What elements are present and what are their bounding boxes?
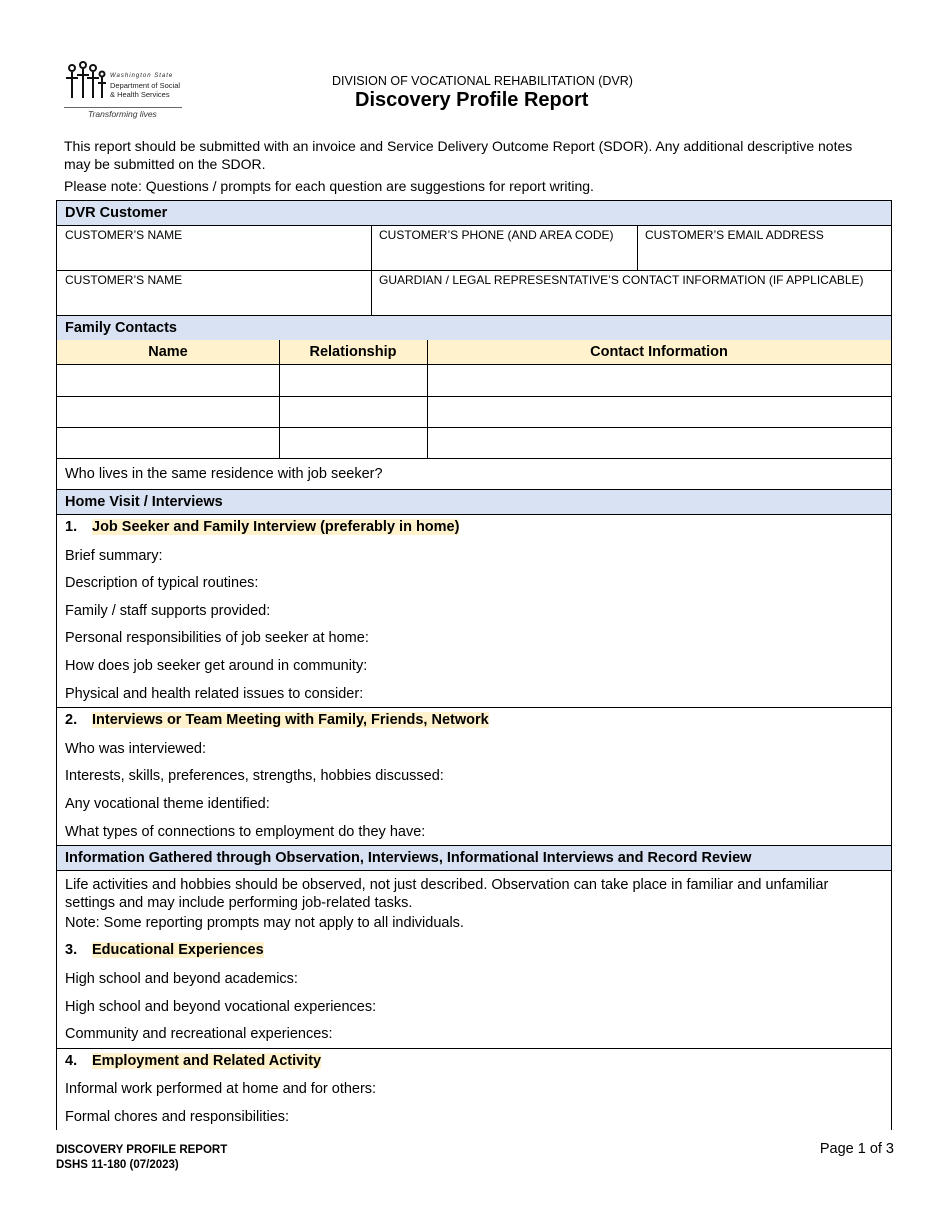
footer-form-name: DISCOVERY PROFILE REPORT	[56, 1144, 228, 1156]
applicability-note: Note: Some reporting prompts may not apply to all individuals.	[65, 915, 464, 931]
question-number: 1.	[65, 519, 78, 535]
customer-name-field[interactable]: CUSTOMER’S NAME	[65, 228, 183, 242]
prompt: Interests, skills, preferences, strengths, hobbies discussed:	[65, 768, 444, 784]
logo-wordmark	[110, 72, 180, 99]
logo-divider	[64, 107, 182, 108]
prompt: Brief summary:	[65, 548, 163, 564]
question-title: Employment and Related Activity	[92, 1053, 322, 1069]
observation-note: Life activities and hobbies should be observed, not just described. Observation can take place in familiar and unfamiliar settings and may include performing job-related tasks.	[65, 877, 829, 911]
dshs-logo	[64, 60, 186, 124]
family-figures-icon	[64, 60, 108, 104]
question-3-heading	[65, 942, 264, 958]
question-title: Educational Experiences	[92, 942, 264, 958]
customer-phone-field[interactable]: CUSTOMER’S PHONE (AND AREA CODE)	[379, 228, 614, 242]
prompt: Family / staff supports provided:	[65, 603, 271, 619]
intro-paragraph-1: This report should be submitted with an invoice and Service Delivery Outcome Report (SDOR). Any additional descriptive notes may be submitted on the SDOR.	[64, 138, 853, 172]
prompt: What types of connections to employment do they have:	[65, 824, 426, 840]
prompt: Personal responsibilities of job seeker at home:	[65, 630, 369, 646]
question-title: Interviews or Team Meeting with Family, Friends, Network	[92, 712, 489, 728]
question-number: 3.	[65, 942, 78, 958]
prompt: High school and beyond academics:	[65, 971, 298, 987]
divider	[57, 1048, 891, 1049]
table-row[interactable]	[57, 427, 891, 458]
prompt: How does job seeker get around in community:	[65, 658, 368, 674]
table-row[interactable]	[57, 365, 891, 396]
logo-tagline: Transforming lives	[88, 109, 157, 119]
section-family-contacts: Family Contacts	[57, 316, 891, 341]
question-number: 4.	[65, 1053, 78, 1069]
footer-form-info	[56, 1143, 227, 1173]
question-2-heading	[65, 712, 489, 728]
page-title: Discovery Profile Report	[355, 89, 589, 111]
report-form	[56, 200, 892, 1130]
customer-row-2	[57, 270, 891, 316]
prompt: Description of typical routines:	[65, 575, 259, 591]
question-4-heading	[65, 1053, 321, 1069]
division-heading: DIVISION OF VOCATIONAL REHABILITATION (DVR)	[332, 74, 633, 88]
question-title: Job Seeker and Family Interview (preferably in home)	[92, 519, 460, 535]
section-information-gathered: Information Gathered through Observation, Interviews, Informational Interviews and Record Review	[57, 846, 891, 871]
col-name-header: Name	[148, 344, 188, 360]
question-number: 2.	[65, 712, 78, 728]
prompt: Physical and health related issues to consider:	[65, 686, 364, 702]
prompt: High school and beyond vocational experiences:	[65, 999, 377, 1015]
prompt: Any vocational theme identified:	[65, 796, 270, 812]
intro-text	[64, 137, 854, 199]
divider	[637, 225, 638, 270]
divider	[57, 707, 891, 708]
prompt: Who was interviewed:	[65, 741, 207, 757]
divider	[57, 458, 891, 459]
footer-form-number: DSHS 11-180 (07/2023)	[56, 1159, 179, 1171]
family-table-header	[57, 340, 891, 365]
guardian-contact-field[interactable]: GUARDIAN / LEGAL REPRESESNTATIVE’S CONTACT INFORMATION (IF APPLICABLE)	[379, 273, 864, 287]
prompt: Community and recreational experiences:	[65, 1026, 333, 1042]
logo-line-1: Washington State	[110, 73, 174, 79]
col-contact-header: Contact Information	[590, 344, 728, 360]
table-row[interactable]	[57, 396, 891, 427]
logo-line-2: Department of Social	[110, 81, 181, 90]
page-number: Page 1 of 3	[819, 1141, 894, 1157]
residence-question: Who lives in the same residence with job seeker?	[65, 466, 383, 482]
prompt: Formal chores and responsibilities:	[65, 1109, 290, 1125]
col-relationship-header: Relationship	[309, 344, 397, 360]
customer-email-field[interactable]: CUSTOMER’S EMAIL ADDRESS	[645, 228, 824, 242]
prompt: Informal work performed at home and for others:	[65, 1081, 377, 1097]
intro-paragraph-2: Please note: Questions / prompts for each question are suggestions for report writing.	[64, 178, 594, 194]
section-home-visit: Home Visit / Interviews	[57, 490, 891, 515]
logo-line-3: & Health Services	[110, 90, 170, 99]
customer-name-field-2[interactable]: CUSTOMER’S NAME	[65, 273, 183, 287]
customer-row-1	[57, 225, 891, 271]
question-1-heading	[65, 519, 459, 535]
section-dvr-customer: DVR Customer	[57, 201, 891, 226]
